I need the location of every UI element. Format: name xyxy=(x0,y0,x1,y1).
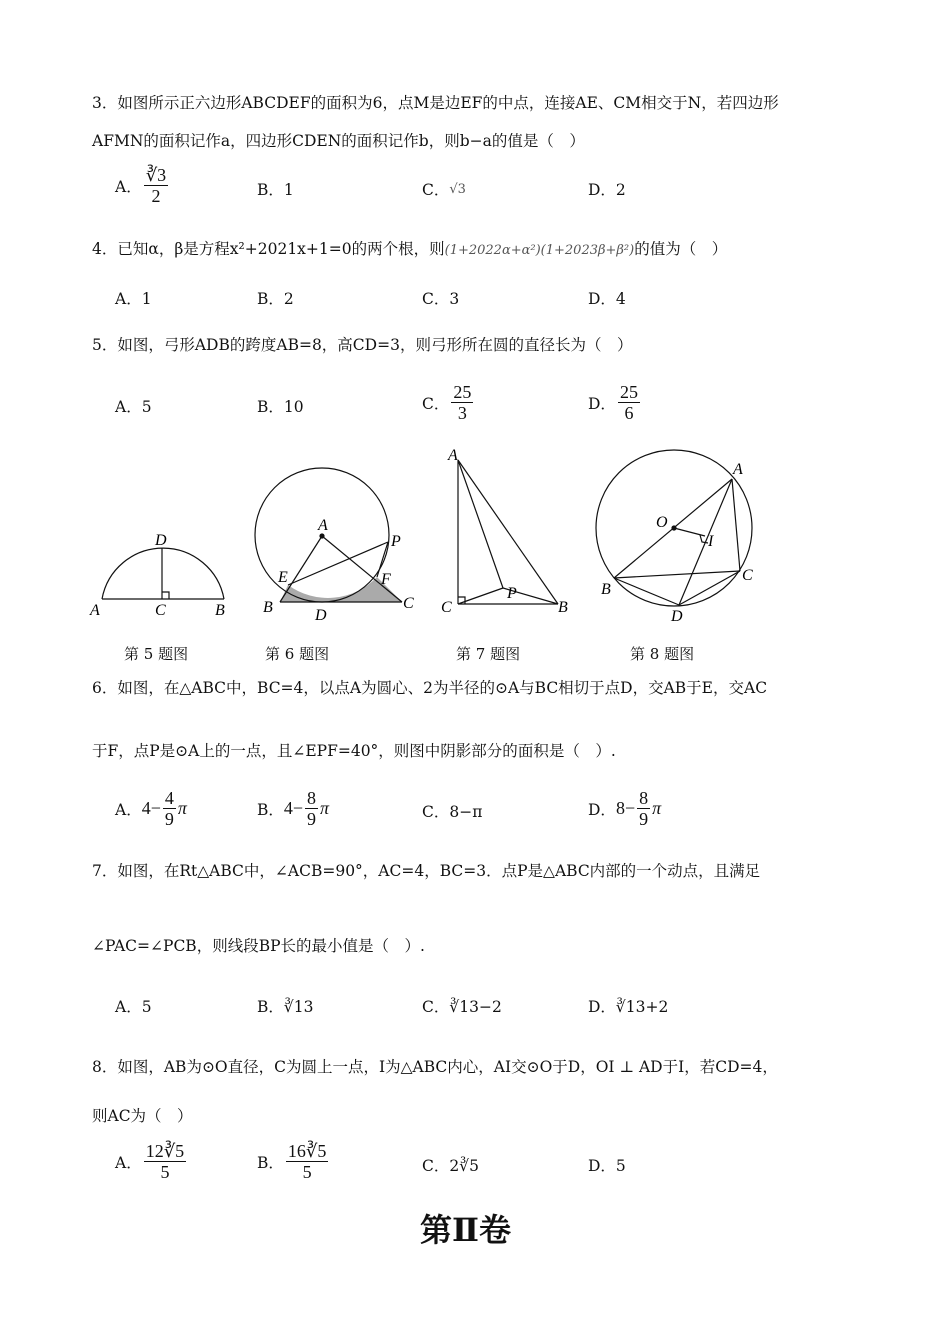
fig5-label-d: D xyxy=(155,532,167,549)
q7-line2: ∠PAC=∠PCB，则线段BP长的最小值是（ ）. xyxy=(92,937,425,955)
fig8-label-d: D xyxy=(671,608,683,625)
q5-option-a: A．5 xyxy=(115,398,152,416)
q4-option-a: A．1 xyxy=(115,290,152,308)
figures-row xyxy=(0,440,950,640)
q8-option-c: C．2∛5 xyxy=(422,1157,479,1175)
q5-option-b: B．10 xyxy=(257,398,304,416)
q8-line2: 则AC为（ ） xyxy=(92,1107,193,1125)
fig5-label-a: A xyxy=(90,602,100,619)
fig5-label-c: C xyxy=(155,602,166,619)
q6-option-b: B． 4− $\frac{8}{9}$ π xyxy=(257,788,330,829)
q3-line1: 3．如图所示正六边形ABCDEF的面积为6，点M是边EF的中点，连接AE、CM相交于N，若四边形 xyxy=(92,94,779,112)
q4-option-d: D．4 xyxy=(588,290,626,308)
q8-option-d: D．5 xyxy=(588,1157,626,1175)
q6-option-c: C．8−π xyxy=(422,803,483,821)
q7-line1: 7．如图，在Rt△ABC中，∠ACB=90°，AC=4，BC=3．点P是△ABC内部的一个动点，且满足 xyxy=(92,862,761,880)
q6-option-a: A． 4− $\frac{4}{9}$ π xyxy=(115,788,187,829)
q7-option-b: B．∛13 xyxy=(257,998,314,1016)
q5-option-c: C． $\frac{25}{3}$ xyxy=(422,382,472,423)
q7-option-c: C．∛13−2 xyxy=(422,998,502,1016)
q5-option-d: D． $\frac{25}{6}$ xyxy=(588,382,638,423)
q7-option-a: A．5 xyxy=(115,998,152,1016)
fig5-label-b: B xyxy=(215,602,225,619)
q6-option-d: D． 8− $\frac{8}{9}$ π xyxy=(588,788,662,829)
fig6-label-e: E xyxy=(278,569,288,586)
q8-option-a: A． $\frac{12∛5}{5}$ xyxy=(115,1141,185,1182)
fig8-label-c: C xyxy=(742,567,753,584)
q3-option-d: D．2 xyxy=(588,181,626,199)
q3-option-a: A． $\frac{∛3}{2}$ xyxy=(115,165,167,206)
caption-fig8: 第 8 题图 xyxy=(630,645,695,663)
fig6-label-d: D xyxy=(315,607,327,624)
q6-line2: 于F，点P是⊙A上的一点，且∠EPF=40°，则图中阴影部分的面积是（ ）. xyxy=(92,742,616,760)
fig6-label-c: C xyxy=(403,595,414,612)
caption-fig6: 第 6 题图 xyxy=(265,645,330,663)
figure-7-right-triangle xyxy=(458,460,558,604)
fig6-label-f: F xyxy=(381,571,391,588)
figure-8-circle xyxy=(596,450,752,606)
fig7-label-a: A xyxy=(448,447,458,464)
q4-option-c: C．3 xyxy=(422,290,460,308)
q3-line2: AFMN的面积记作a，四边形CDEN的面积记作b，则b−a的值是（ ） xyxy=(92,132,585,150)
q5-line1: 5．如图，弓形ADB的跨度AB=8，高CD=3，则弓形所在圆的直径长为（ ） xyxy=(92,336,633,354)
fig6-label-p: P xyxy=(391,533,401,550)
fig6-label-a: A xyxy=(318,517,328,534)
q4-option-b: B．2 xyxy=(257,290,294,308)
q6-line1: 6．如图，在△ABC中，BC=4，以点A为圆心、2为半径的⊙A与BC相切于点D，交AB于E，交AC xyxy=(92,679,768,697)
section-title: 第Ⅱ卷 xyxy=(420,1211,511,1249)
fig7-label-b: B xyxy=(558,599,568,616)
figure-5-segment xyxy=(102,548,224,599)
q4-line1: 4．已知α，β是方程x²+2021x+1=0的两个根，则(1+2022α+α²)(1+2023β+β²)的值为（ ） xyxy=(92,240,728,258)
q3-option-c: C． √3 xyxy=(422,181,466,199)
fig7-label-c: C xyxy=(441,599,452,616)
fig8-label-b: B xyxy=(601,581,611,598)
caption-fig5: 第 5 题图 xyxy=(124,645,189,663)
fig8-label-i: I xyxy=(708,533,714,550)
q8-line1: 8．如图，AB为⊙O直径，C为圆上一点，I为△ABC内心，AI交⊙O于D，OI ⊥ AD于I，若CD=4， xyxy=(92,1058,778,1076)
q8-option-b: B． $\frac{16∛5}{5}$ xyxy=(257,1141,327,1182)
fig8-label-o: O xyxy=(656,514,668,531)
fig6-label-b: B xyxy=(263,599,273,616)
q7-option-d: D．∛13+2 xyxy=(588,998,669,1016)
caption-fig7: 第 7 题图 xyxy=(456,645,521,663)
fig7-label-p: P xyxy=(507,585,517,602)
fig8-label-a: A xyxy=(733,461,743,478)
q3-option-b: B．1 xyxy=(257,181,294,199)
